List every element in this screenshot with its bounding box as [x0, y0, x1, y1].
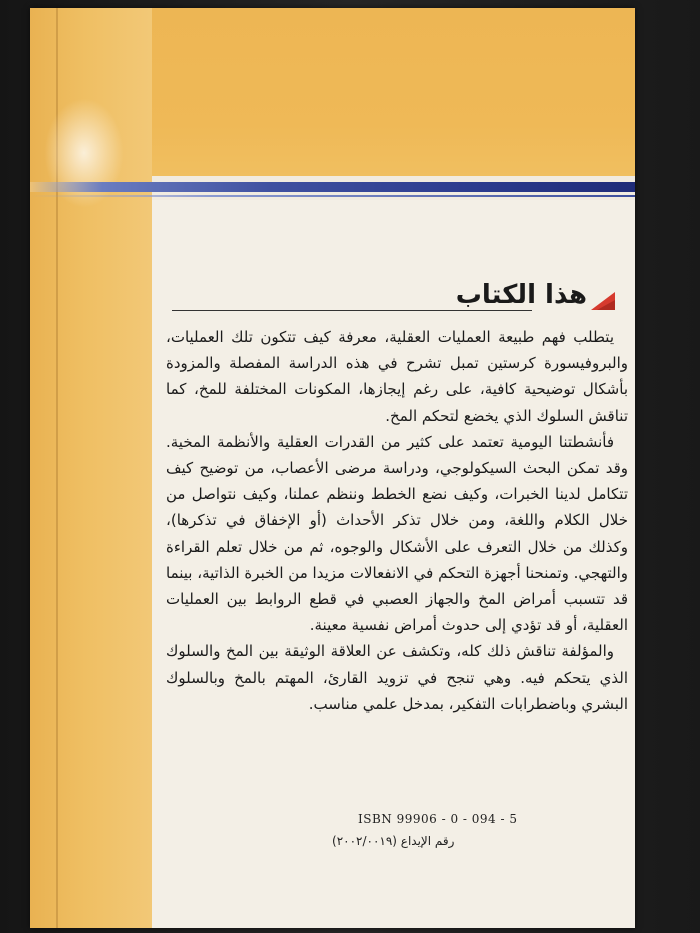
description-text — [166, 324, 628, 717]
section-header — [172, 280, 615, 318]
book-back-cover — [30, 8, 635, 928]
text-panel — [152, 200, 635, 928]
blue-stripe — [30, 176, 635, 200]
legal-deposit-number: رقم الإيداع (٢٠٠٢/٠٠١٩) — [332, 834, 455, 848]
section-title: هذا الكتاب — [455, 280, 587, 310]
blue-stripe-thin — [30, 195, 635, 197]
paragraph-1: يتطلب فهم طبيعة العمليات العقلية، معرفة كيف تتكون تلك العمليات، والبروفيسورة كرستين تمبل تشرح في هذه الدراسة المفصلة والمزودة بأشكال توضيحية كافية، على رغم إيجازها، المكونات المختلفة للمخ، كما تناقش السلوك الذي يخضع لتحكم المخ. — [166, 328, 628, 425]
paragraph-3: والمؤلفة تناقش ذلك كله، وتكشف عن العلاقة الوثيقة بين المخ والسلوك الذي يتحكم فيه. وهي تنجح في تزويد القارئ، المهتم بالمخ وبالسلوك البشري وباضطرابات التفكير، بمدخل علمي مناسب. — [166, 642, 628, 713]
header-rule — [172, 310, 532, 311]
paragraph-2: فأنشطتنا اليومية تعتمد على كثير من القدرات العقلية والأنظمة المخية. وقد تمكن البحث السيكولوجي، ودراسة مرضى الأعصاب، من توضيح كيف تتكامل لدينا الخبرات، وكيف نضع الخطط وننظم عملنا، وكيف نتواصل من خلال الكلام واللغة، ومن خلال تذكر الأحداث (أو الإخفاق في تذكرها)، وكذلك من خلال التعرف على الأشكال والوجوه، ثم من خلال تعلم القراءة والتهجي. وتمنحنا أجهزة التحكم في الانفعالات مزيدا من الخبرة الذاتية، بينما قد تتسبب أمراض المخ والجهاز العصبي في قطع الروابط بين العمليات العقلية، أو قد تؤدي إلى حدوث أمراض نفسية معينة. — [166, 432, 628, 635]
red-triangle-icon — [591, 290, 615, 310]
blue-stripe-thick — [30, 182, 635, 192]
isbn-number: ISBN 99906 - 0 - 094 - 5 — [358, 812, 518, 826]
